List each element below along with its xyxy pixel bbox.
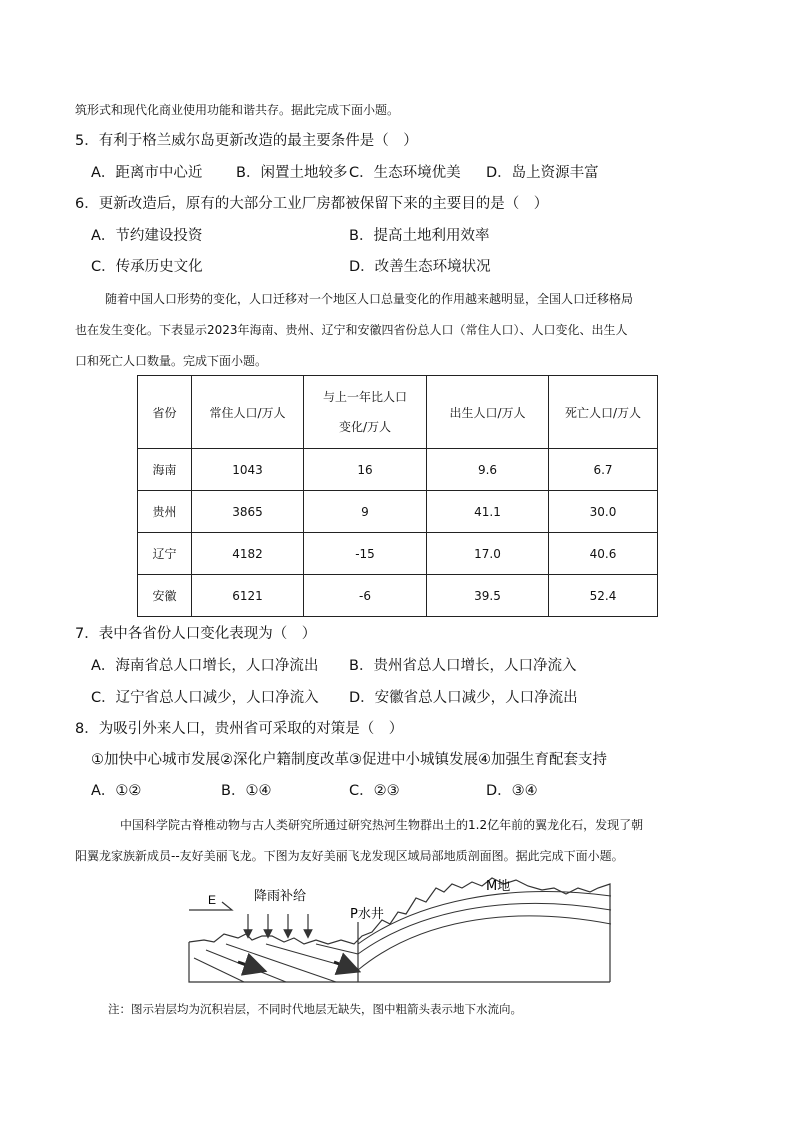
cell-change: -15 <box>304 533 427 575</box>
q8-option-d[interactable]: D．③④ <box>486 783 538 799</box>
cell-deaths: 40.6 <box>549 533 658 575</box>
passage3-line-1: 中国科学院古脊椎动物与古人类研究所通过研究热河生物群出土的1.2亿年前的翼龙化石，发现了朝 <box>120 818 644 832</box>
rain-arrows <box>248 914 308 934</box>
geologic-cross-section <box>186 874 614 986</box>
cell-province: 海南 <box>138 449 192 491</box>
q5-option-d[interactable]: D．岛上资源丰富 <box>486 165 599 181</box>
q5-option-b[interactable]: B．闲置土地较多 <box>236 165 348 181</box>
header-population-change-line2: 变化/万人 <box>338 420 392 434</box>
table-header-row <box>138 376 658 449</box>
cell-change: 9 <box>304 491 427 533</box>
q6-option-d[interactable]: D．改善生态环境状况 <box>349 259 491 275</box>
cell-resident: 6121 <box>192 575 304 617</box>
label-m: M地 <box>486 879 511 894</box>
q8-option-a[interactable]: A．①② <box>91 783 142 799</box>
passage2-line-2: 也在发生变化。下表显示2023年海南、贵州、辽宁和安徽四省份总人口（常住人口）、人口变化、出生人 <box>75 323 628 337</box>
q6-option-b[interactable]: B．提高土地利用效率 <box>349 228 490 244</box>
passage2-line-3: 口和死亡人口数量。完成下面小题。 <box>75 354 268 368</box>
q7-option-c[interactable]: C．辽宁省总人口减少，人口净流入 <box>91 690 319 706</box>
q8-choices: ①加快中心城市发展②深化户籍制度改革③促进中小城镇发展④加强生育配套支持 <box>91 752 607 768</box>
label-rain: 降雨补给 <box>254 889 307 904</box>
cell-births: 17.0 <box>427 533 549 575</box>
q5-option-a[interactable]: A．距离市中心近 <box>91 165 203 181</box>
header-population-change <box>304 376 427 449</box>
population-table <box>137 375 658 617</box>
header-province: 省份 <box>138 376 192 449</box>
cell-resident: 1043 <box>192 449 304 491</box>
label-well: P水井 <box>350 907 384 922</box>
cell-births: 41.1 <box>427 491 549 533</box>
cell-resident: 4182 <box>192 533 304 575</box>
passage3-line-2: 阳翼龙家族新成员--友好美丽飞龙。下图为友好美丽飞龙发现区域局部地质剖面图。据此完成下面小题。 <box>75 849 624 863</box>
intro-tail: 筑形式和现代化商业使用功能和谐共存。据此完成下面小题。 <box>75 103 400 117</box>
header-births: 出生人口/万人 <box>427 376 549 449</box>
header-deaths: 死亡人口/万人 <box>549 376 658 449</box>
q6-option-a[interactable]: A．节约建设投资 <box>91 228 203 244</box>
cell-deaths: 6.7 <box>549 449 658 491</box>
q7-option-b[interactable]: B．贵州省总人口增长，人口净流入 <box>349 658 577 674</box>
table-row <box>138 575 658 617</box>
table-row <box>138 449 658 491</box>
q6-option-c[interactable]: C．传承历史文化 <box>91 259 203 275</box>
table-row <box>138 533 658 575</box>
cell-resident: 3865 <box>192 491 304 533</box>
cell-change: -6 <box>304 575 427 617</box>
cell-deaths: 52.4 <box>549 575 658 617</box>
q5-option-c[interactable]: C．生态环境优美 <box>349 165 461 181</box>
section-frame <box>189 942 610 982</box>
cell-deaths: 30.0 <box>549 491 658 533</box>
q7-stem: 7．表中各省份人口变化表现为（ ） <box>75 626 317 642</box>
cell-province: 贵州 <box>138 491 192 533</box>
cell-births: 9.6 <box>427 449 549 491</box>
passage2-line-1: 随着中国人口形势的变化，人口迁移对一个地区人口总量变化的作用越来越明显，全国人口迁移格局 <box>105 292 634 306</box>
header-population-change-line1: 与上一年比人口 <box>322 390 407 404</box>
cell-change: 16 <box>304 449 427 491</box>
q5-stem: 5．有利于格兰威尔岛更新改造的最主要条件是（ ） <box>75 133 418 149</box>
q8-option-b[interactable]: B．①④ <box>221 783 272 799</box>
q8-option-c[interactable]: C．②③ <box>349 783 400 799</box>
label-e: E <box>208 893 217 907</box>
cell-province: 辽宁 <box>138 533 192 575</box>
q7-option-a[interactable]: A．海南省总人口增长，人口净流出 <box>91 658 319 674</box>
q8-stem: 8．为吸引外来人口，贵州省可采取的对策是（ ） <box>75 721 404 737</box>
cell-province: 安徽 <box>138 575 192 617</box>
rock-strata <box>194 892 611 982</box>
figure-note: 注：图示岩层均为沉积岩层，不同时代地层无缺失，图中粗箭头表示地下水流向。 <box>108 1002 522 1016</box>
q7-option-d[interactable]: D．安徽省总人口减少，人口净流出 <box>349 690 578 706</box>
table-row <box>138 491 658 533</box>
cell-births: 39.5 <box>427 575 549 617</box>
q6-stem: 6．更新改造后，原有的大部分工业厂房都被保留下来的主要目的是（ ） <box>75 196 549 212</box>
header-resident-population: 常住人口/万人 <box>192 376 304 449</box>
